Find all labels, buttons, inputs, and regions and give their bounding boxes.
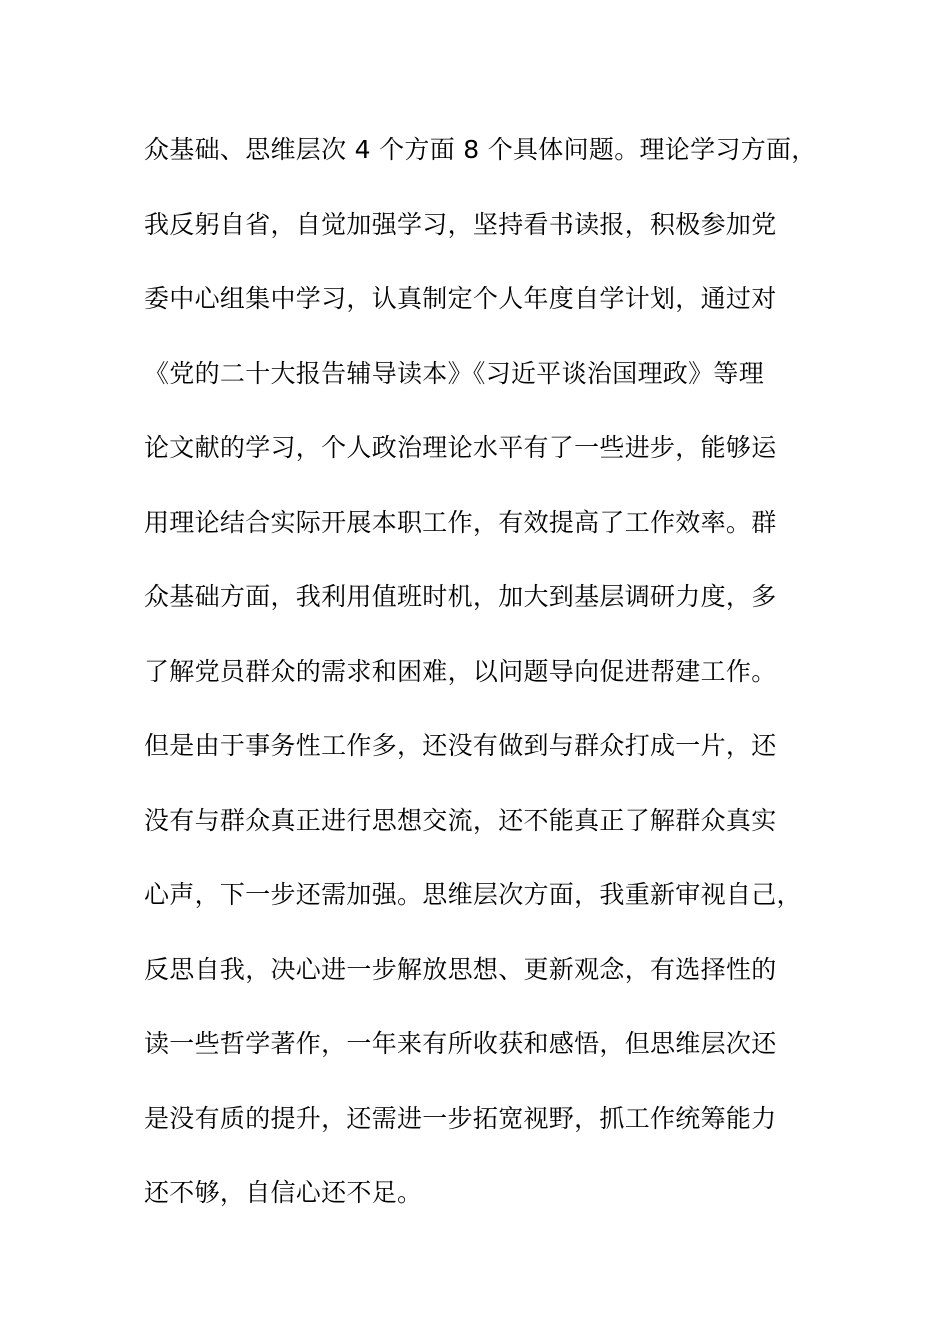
text-line: 用理论结合实际开展本职工作，有效提高了工作效率。群 [144,507,777,537]
text-line: 众基础方面，我利用值班时机，加大到基层调研力度，多 [144,582,777,611]
text-line: 论文献的学习，个人政治理论水平有了一些进步，能够运 [144,433,777,462]
text-line: 我反躬自省，自觉加强学习，坚持看书读报，积极参加党 [144,209,777,239]
text-line: 但是由于事务性工作多，还没有做到与群众打成一片，还 [144,731,777,760]
text-line: 没有与群众真正进行思想交流，还不能真正了解群众真实 [144,805,777,835]
text-line: 委中心组集中学习，认真制定个人年度自学计划，通过对 [144,284,777,313]
text-line: 心声，下一步还需加强。思维层次方面，我重新审视自己， [144,880,802,909]
text-line: 了解党员群众的需求和困难，以问题导向促进帮建工作。 [144,656,777,686]
body-text [144,128,824,1246]
text-line: 众基础、思维层次 4 个方面 8 个具体问题。理论学习方面， [144,135,817,164]
text-line: 《党的二十大报告辅导读本》《习近平谈治国理政》等理 [144,358,765,388]
text-line: 是没有质的提升，还需进一步拓宽视野，抓工作统筹能力 [144,1103,777,1133]
text-line: 反思自我，决心进一步解放思想、更新观念，有选择性的 [144,954,777,984]
text-line: 还不够，自信心还不足。 [144,1178,423,1207]
text-line: 读一些哲学著作，一年来有所收获和感悟，但思维层次还 [144,1029,777,1058]
